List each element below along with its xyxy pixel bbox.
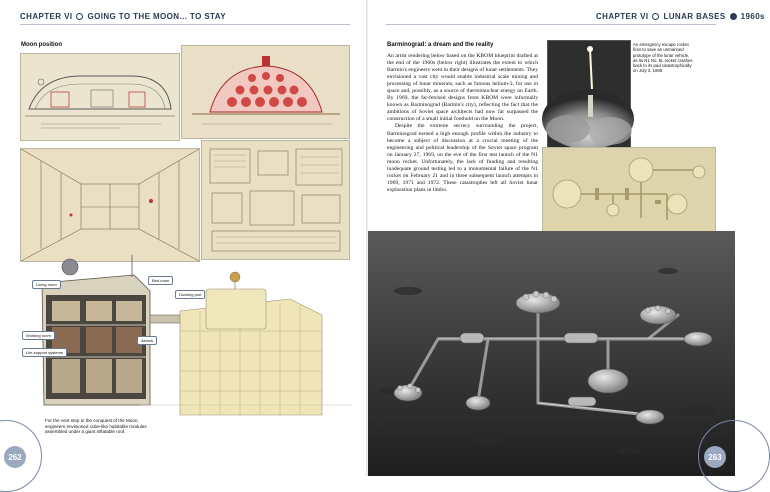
blueprint-schematic-drawing bbox=[202, 141, 349, 259]
right-page-number: 263 bbox=[704, 446, 726, 468]
callout-docking-port: Docking port bbox=[175, 290, 205, 299]
callout-life-support: Life-support systems bbox=[22, 348, 67, 357]
kbom-blueprint bbox=[542, 147, 716, 233]
right-section-title: Barminograd: a dream and the reality bbox=[387, 42, 494, 48]
lunar-city-render bbox=[368, 231, 735, 476]
right-chapter-label: CHAPTER VI bbox=[596, 12, 649, 21]
right-header-rule bbox=[386, 24, 716, 25]
rocket-photo-drawing bbox=[548, 41, 630, 147]
rocket-photo bbox=[547, 40, 631, 148]
kbom-blueprint-drawing bbox=[543, 148, 715, 232]
left-page-number: 262 bbox=[4, 446, 26, 468]
blueprint-schematic-image bbox=[201, 140, 350, 260]
callout-living-room: Living room bbox=[32, 280, 61, 289]
blueprint-cupola-image bbox=[181, 45, 350, 139]
lunar-city-drawing bbox=[368, 231, 735, 476]
left-section-title: Moon position bbox=[21, 42, 62, 48]
left-chapter-title: GOING TO THE MOON... TO STAY bbox=[87, 12, 226, 21]
left-chapter-header bbox=[20, 12, 226, 21]
body-paragraph-1: An artist rendering below based on the KBOM blueprint drafted at the end of the 1960s (below right) illustrates the extent to which Barmin's engineers went in their designs of lunar settlements. They envisioned a vast city would enable industrial scale mining and processing of lunar minerals, such as famous helium-3, for use in space and, possibly, as a source of thermonuclear energy on Earth. By 1969, the far-fetched designs from KBOM were informally known as Barminograd (Barmin's city), reflecting the fact that the ambitions of Soviet space architects had now far surpassed the construction of a small initial foothold on the Moon. bbox=[387, 53, 538, 123]
blueprint-section-image bbox=[20, 53, 180, 141]
blueprint-interior-image bbox=[20, 148, 200, 262]
callout-working-room: Working room bbox=[22, 331, 55, 340]
blueprint-cupola-drawing bbox=[182, 46, 349, 138]
right-chapter-title: LUNAR BASES bbox=[663, 12, 726, 21]
module-render-drawing bbox=[30, 255, 352, 415]
left-chapter-label: CHAPTER VI bbox=[20, 12, 73, 21]
callout-airlock: Airlock bbox=[137, 336, 157, 345]
chapter-ring-icon bbox=[652, 13, 659, 20]
blueprint-section-drawing bbox=[21, 54, 179, 140]
module-render bbox=[30, 255, 352, 415]
right-page bbox=[368, 0, 765, 476]
rocket-caption: An emergency escape rocket fires to save an unmanned prototype of the lunar vehicle, as its N1 No. 5L rocket crashes back to its pad catastrophically on July 3, 1969. bbox=[633, 42, 693, 74]
decade-dot-icon bbox=[730, 13, 737, 20]
blueprint-interior-drawing bbox=[21, 149, 199, 261]
right-decade: 1960s bbox=[740, 12, 765, 21]
body-paragraph-2: Despite the extreme secrecy surrounding the project, Barminograd earned a high enough profile within the industry to become a subject of discussion at a crucial meeting of the engineering and political leadership of the Soviet space program on January 27, 1969, on the eve of the first test launch of the N1 moon rocket. Unfortunately, the lack of funding and resulting inadequate ground testing led to a monumental failure of the N1 rocket on February 21 and in three subsequent launch attempts in 1969, 1971 and 1972. These catastrophes left all Soviet lunar exploration plans in limbo. bbox=[387, 123, 538, 193]
left-caption: For the next step in the conquest of the Moon, engineers envisioned cube-like habitable modules assembled under a giant inflatable roof. bbox=[45, 418, 147, 435]
callout-bed-room: Bed room bbox=[148, 276, 173, 285]
right-chapter-header bbox=[596, 12, 765, 21]
right-body-text bbox=[387, 53, 538, 194]
left-header-rule bbox=[20, 24, 350, 25]
left-page bbox=[0, 0, 367, 476]
chapter-ring-icon bbox=[76, 13, 83, 20]
